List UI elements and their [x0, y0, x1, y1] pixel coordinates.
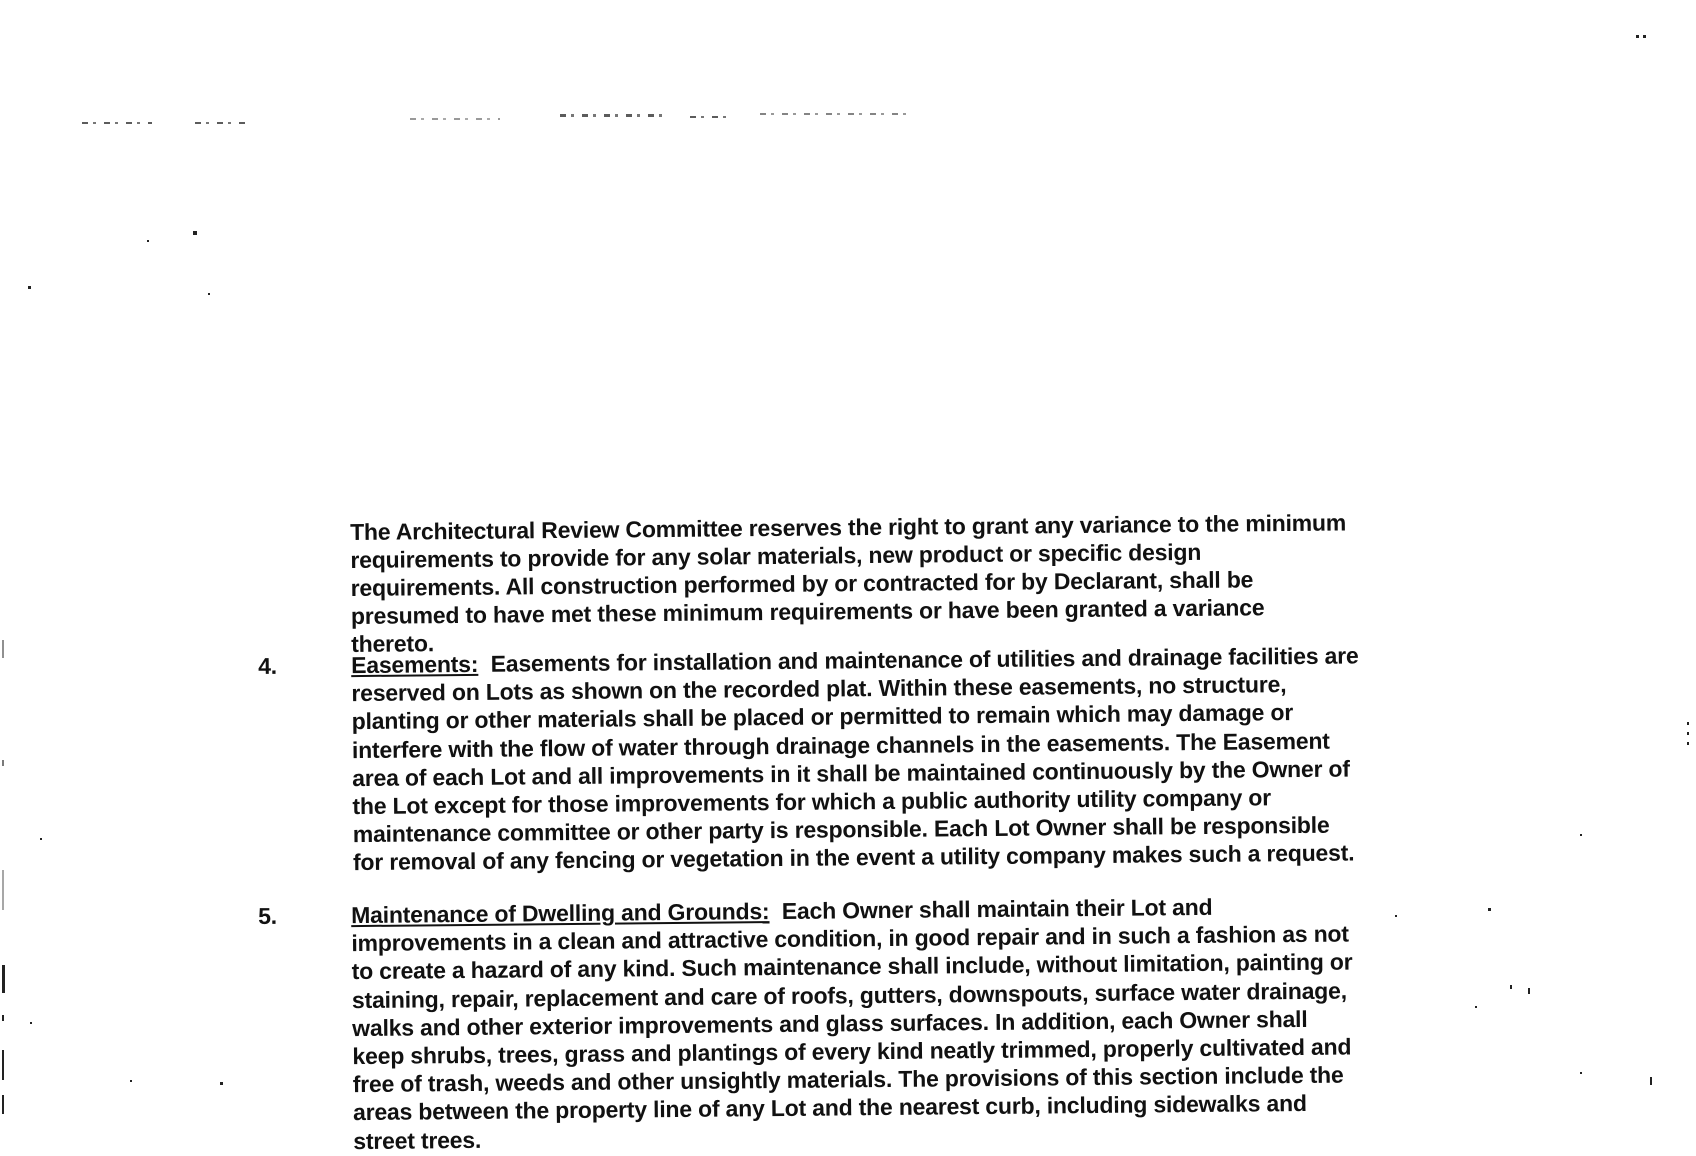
section-body: [351, 891, 1363, 1155]
scan-speck: [1687, 732, 1689, 735]
section-number: 4.: [258, 652, 278, 679]
scan-speck: [2, 1050, 4, 1080]
section-maintenance: [258, 891, 1370, 1155]
scan-speck: [2, 1095, 4, 1114]
scan-speck: [147, 240, 149, 242]
scan-speck: [1687, 742, 1689, 745]
scan-noise: [195, 122, 247, 124]
section-easements: [258, 641, 1370, 877]
scan-speck: [30, 1022, 32, 1024]
scan-noise: [760, 113, 910, 115]
scan-speck: [193, 231, 197, 235]
scan-speck: [1636, 35, 1639, 38]
scan-speck: [1395, 915, 1397, 917]
scan-speck: [1580, 834, 1582, 836]
scan-noise: [560, 114, 670, 117]
scan-speck: [2, 965, 5, 993]
scan-speck: [1687, 722, 1689, 725]
section-body: [351, 641, 1363, 876]
scan-speck: [1643, 35, 1646, 38]
section-number: 5.: [258, 902, 278, 929]
scan-speck: [1650, 1077, 1652, 1085]
scan-noise: [82, 122, 152, 124]
scan-noise: [410, 118, 500, 120]
scan-speck: [2, 1015, 4, 1021]
section-text: Each Owner shall maintain their Lot and improvements in a clean and attractive condition, in good repair and in such a fashion as not to create a hazard of any kind. Such maintenance shall include, without limitation, painting or staining, repair, replacement and care of roofs, gutters, downspouts, surface water drainage, walks and other exterior improvements and glass surfaces. In addition, each Owner shall keep shrubs, trees, grass and plantings of every kind neatly trimmed, properly cultivated and free of trash, weeds and other unsightly materials. The provisions of this section include the areas between the property line of any Lot and the nearest curb, including sidewalks and street trees.: [351, 893, 1353, 1154]
scan-noise: [690, 116, 730, 118]
intro-paragraph: The Architectural Review Committee reserves the right to grant any variance to the minimum requirements to provide for any solar materials, new product or specific design requirements. All construction performed by or contracted for by Declarant, shall be presumed to have met these minimum requirements or have been granted a variance thereto.: [350, 509, 1347, 657]
scan-speck: [1528, 988, 1530, 994]
scan-speck: [2, 640, 4, 658]
scan-speck: [2, 870, 4, 910]
scan-speck: [28, 286, 31, 289]
section-text: Easements for installation and maintenance of utilities and drainage facilities are reserved on Lots as shown on the recorded plat. Within these easements, no structure, planting or other materials shall be placed or permitted to remain which may damage or interfere with the flow of water through drainage channels in the easements. The Easement area of each Lot and all improvements in it shall be maintained continuously by the Owner of the Lot except for those improvements for which a public authority utility company or maintenance committee or other party is responsible. Each Lot Owner shall be responsible for removal of any fencing or vegetation in the event a utility company makes such a request.: [351, 642, 1359, 876]
scan-speck: [1510, 985, 1512, 989]
section-heading: Maintenance of Dwelling and Grounds:: [351, 898, 770, 929]
scan-speck: [1580, 1072, 1582, 1074]
scan-speck: [1475, 1006, 1477, 1008]
scan-speck: [208, 293, 210, 295]
scan-speck: [40, 838, 42, 840]
section-heading: Easements:: [351, 650, 479, 679]
scan-speck: [220, 1082, 223, 1085]
scan-speck: [1488, 908, 1491, 911]
scan-speck: [130, 1080, 132, 1082]
scan-speck: [2, 760, 4, 766]
